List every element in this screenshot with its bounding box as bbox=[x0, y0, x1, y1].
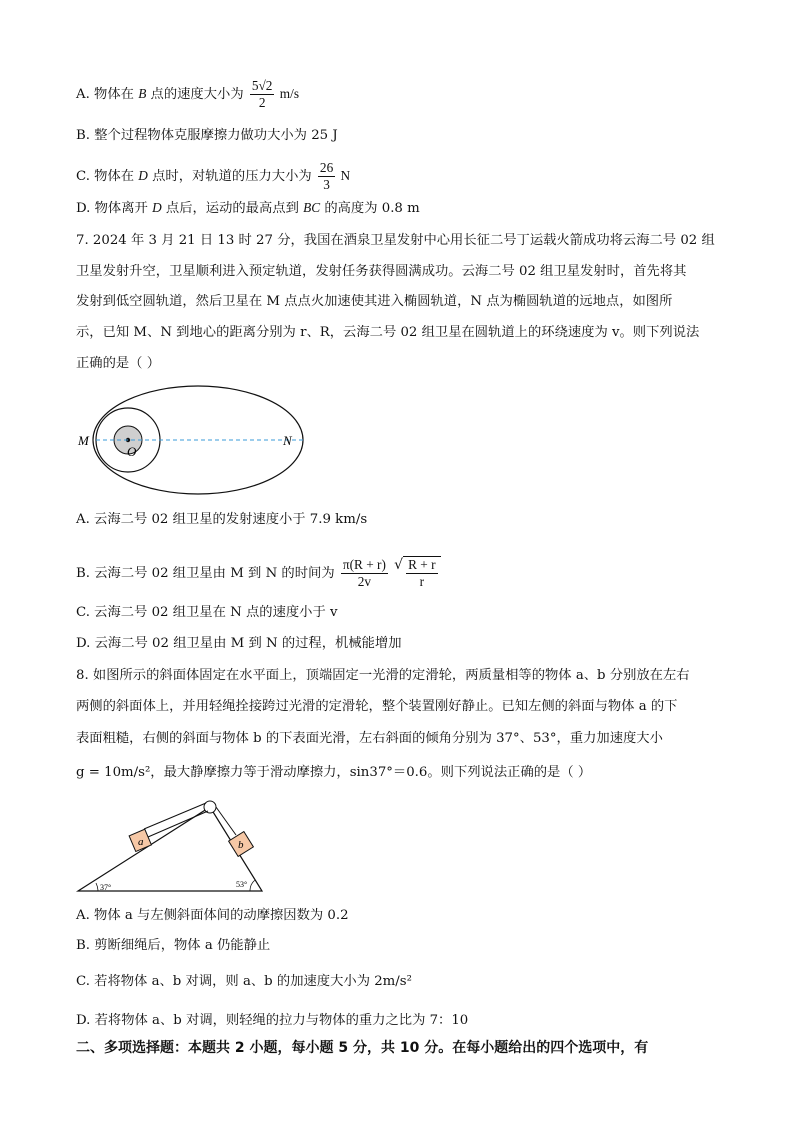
q7-b-sqrt: √ $\frac{R + r}{r}$ bbox=[394, 556, 440, 590]
q6-option-c: C. 物体在 D 点时，对轨道的压力大小为 $\frac{26}{3}$ N bbox=[76, 160, 351, 192]
q7-option-d: D. 云海二号 02 组卫星由 M 到 N 的过程，机械能增加 bbox=[76, 636, 402, 651]
q7-stem-line-1: 7. 2024 年 3 月 21 日 13 时 27 分，我国在酒泉卫星发射中心用长征二号丁运载火箭成功将云海二号 02 组 bbox=[76, 233, 715, 248]
orbit-figure bbox=[70, 382, 310, 500]
section-2-heading: 二、多项选择题：本题共 2 小题，每小题 5 分，共 10 分。在每小题给出的四个选项中，有 bbox=[76, 1040, 649, 1056]
q8-stem-line-1: 8. 如图所示的斜面体固定在水平面上，顶端固定一光滑的定滑轮，两质量相等的物体 a、b 分别放在左右 bbox=[76, 668, 690, 683]
q6-a-fraction: $\frac{5√2}{2}$ bbox=[251, 78, 273, 110]
label-a: a bbox=[138, 836, 144, 848]
q8-option-b: B. 剪断细绳后，物体 a 仍能静止 bbox=[76, 938, 271, 953]
q8-stem-line-4: g = 10m/s²，最大静摩擦力等于滑动摩擦力，sin37°＝0.6。则下列说法正确的是（ ） bbox=[76, 765, 592, 780]
incline-figure bbox=[70, 795, 270, 897]
q6-option-a: A. 物体在 B 点的速度大小为 $\frac{5√2}{2}$ m/s bbox=[76, 78, 300, 110]
q6-option-d: D. 物体离开 D 点后，运动的最高点到 BC 的高度为 0.8 m bbox=[76, 200, 420, 216]
q7-b-fraction: $\frac{\pi(R + r)}{2v}$ bbox=[342, 557, 386, 589]
q8-stem-line-2: 两侧的斜面体上，并用轻绳拴接跨过光滑的定滑轮，整个装置刚好静止。已知左侧的斜面与物体 a 的下 bbox=[76, 699, 678, 714]
q8-option-c: C. 若将物体 a、b 对调，则 a、b 的加速度大小为 2m/s² bbox=[76, 974, 412, 989]
q7-stem-line-5: 正确的是（ ） bbox=[76, 356, 161, 371]
q6-option-b: B. 整个过程物体克服摩擦力做功大小为 25 J bbox=[76, 128, 338, 143]
q8-stem-line-3: 表面粗糙，右侧的斜面与物体 b 的下表面光滑，左右斜面的倾角分别为 37°、53°，重力加速度大小 bbox=[76, 731, 663, 746]
q7-option-a: A. 云海二号 02 组卫星的发射速度小于 7.9 km/s bbox=[76, 512, 368, 527]
angle-arc-right bbox=[250, 880, 255, 891]
label-angle-53: 53° bbox=[236, 880, 248, 889]
label-angle-37: 37° bbox=[100, 883, 112, 892]
q7-stem-line-3: 发射到低空圆轨道，然后卫星在 M 点点火加速使其进入椭圆轨道，N 点为椭圆轨道的远地点，如图所 bbox=[76, 294, 673, 309]
label-m: M bbox=[78, 433, 89, 448]
q7-option-b: B. 云海二号 02 组卫星由 M 到 N 的时间为 $\frac{\pi(R + r)}{2v}$ √ $\frac{R + r}{r}$ bbox=[76, 556, 441, 590]
q6-c-fraction: $\frac{26}{3}$ bbox=[319, 160, 334, 192]
label-n: N bbox=[283, 433, 292, 448]
q7-stem-line-4: 示，已知 M、N 到地心的距离分别为 r、R，云海二号 02 组卫星在圆轨道上的环绕速度为 v。则下列说法 bbox=[76, 325, 700, 340]
label-b: b bbox=[238, 839, 244, 851]
label-o: O bbox=[127, 444, 137, 459]
angle-arc-left bbox=[96, 883, 98, 891]
q7-stem-line-2: 卫星发射升空，卫星顺利进入预定轨道，发射任务获得圆满成功。云海二号 02 组卫星发射时，首先将其 bbox=[76, 264, 687, 279]
q8-option-d: D. 若将物体 a、b 对调，则轻绳的拉力与物体的重力之比为 7：10 bbox=[76, 1013, 469, 1028]
q7-option-c: C. 云海二号 02 组卫星在 N 点的速度小于 v bbox=[76, 605, 338, 620]
q8-option-a: A. 物体 a 与左侧斜面体间的动摩擦因数为 0.2 bbox=[76, 908, 349, 923]
